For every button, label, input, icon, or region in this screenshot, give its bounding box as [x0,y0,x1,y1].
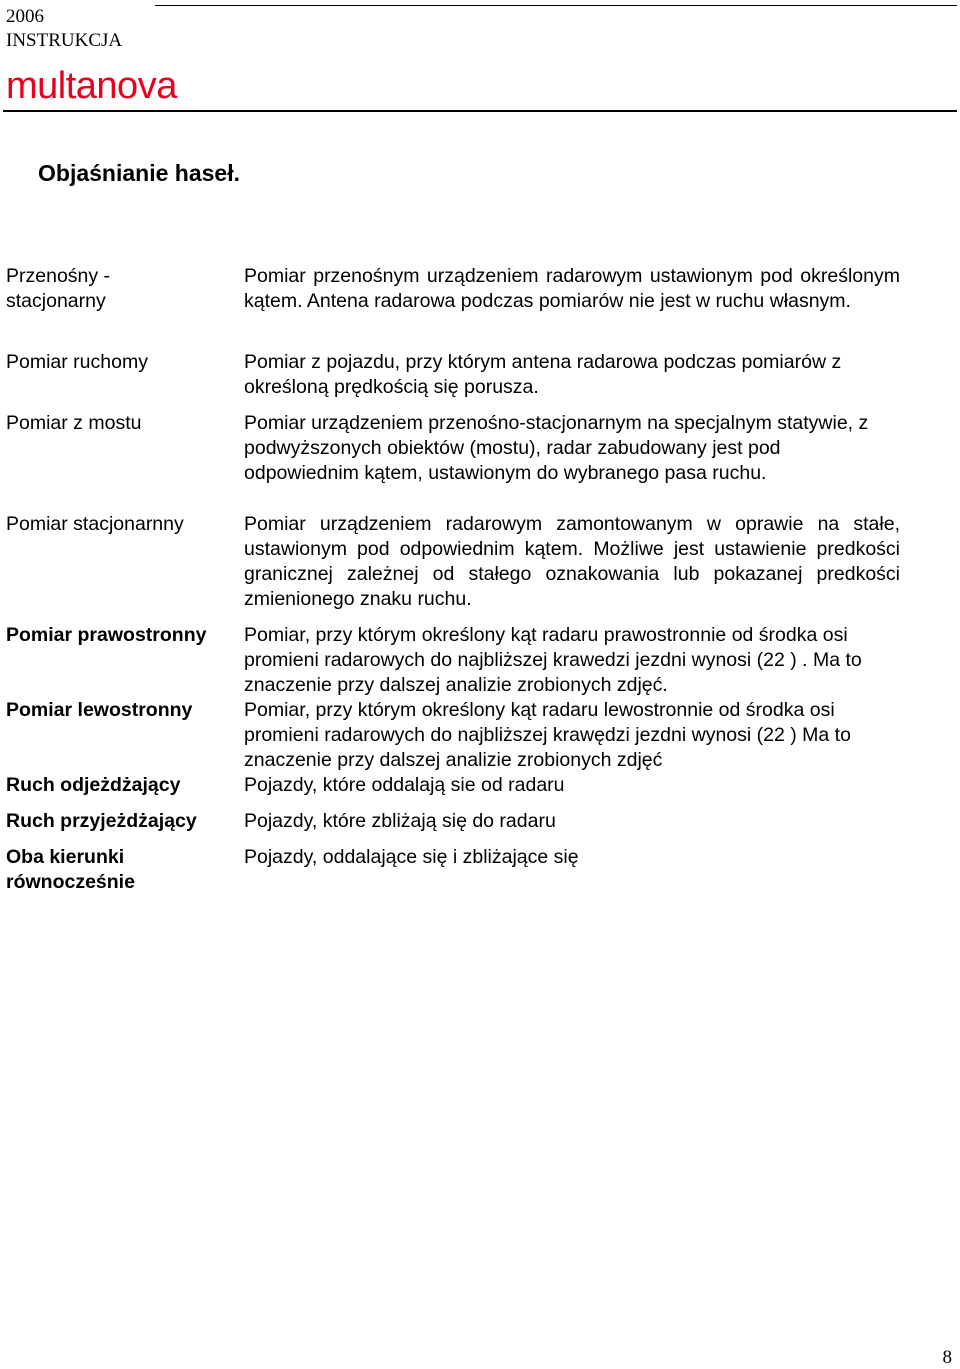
glossary-definition: Pomiar urządzeniem przenośno-stacjonarnym na specjalnym statywie, z podwyższonych obiektów (mostu), radar zabudowany jest pod odpowiednim kątem, ustawionym do wybranego pasa ruchu. [244,412,869,484]
glossary-term: Przenośny - stacjonarny [6,265,111,312]
glossary-term: Pomiar lewostronny [6,699,193,721]
header-top-rule [155,5,957,6]
header-document-type: INSTRUKCJA [6,30,123,51]
glossary-term: Pomiar stacjonarnny [6,513,184,535]
header-bottom-rule [3,110,957,112]
glossary-definition: Pomiar, przy którym określony kąt radaru prawostronnie od środka osi promieni radarowych do najbliższej krawedzi jezdni wynosi (22 ) . Ma to znaczenie przy dalszej analizie zrobionych zdjęć. [244,624,862,696]
section-title: Objaśnianie haseł. [38,160,240,186]
page-number: 8 [942,1347,952,1368]
brand-logo: multanova [6,65,177,107]
glossary-term: Oba kierunki równocześnie [6,846,135,893]
glossary-definition: Pojazdy, które oddalają sie od radaru [244,774,565,796]
glossary-term: Pomiar z mostu [6,412,142,434]
glossary-definition: Pomiar z pojazdu, przy którym antena radarowa podczas pomiarów z określoną prędkością się porusza. [244,351,842,398]
header-year: 2006 [6,6,44,27]
glossary-term: Pomiar ruchomy [6,351,148,373]
glossary-term: Ruch odjeżdżający [6,774,181,796]
glossary-definition: Pojazdy, oddalające się i zbliżające się [244,846,579,868]
glossary-term: Pomiar prawostronny [6,624,207,646]
glossary-definition: Pomiar urządzeniem radarowym zamontowanym w oprawie na stałe, ustawionym pod odpowiednim kątem. Możliwe jest ustawienie predkości granicznej zależnej od stałego oznakowania lub pokazanej predkości zmienionego znaku ruchu. [244,513,900,610]
glossary-definition: Pomiar przenośnym urządzeniem radarowym ustawionym pod określonym kątem. Antena radarowa podczas pomiarów nie jest w ruchu własnym. [244,265,900,312]
glossary-term: Ruch przyjeżdżający [6,810,197,832]
glossary-definition: Pomiar, przy którym określony kąt radaru lewostronnie od środka osi promieni radarowych do najbliższej krawędzi jezdni wynosi (22 ) Ma to znaczenie przy dalszej analizie zrobionych zdjęć [244,699,851,771]
glossary-definition: Pojazdy, które zbliżają się do radaru [244,810,556,832]
